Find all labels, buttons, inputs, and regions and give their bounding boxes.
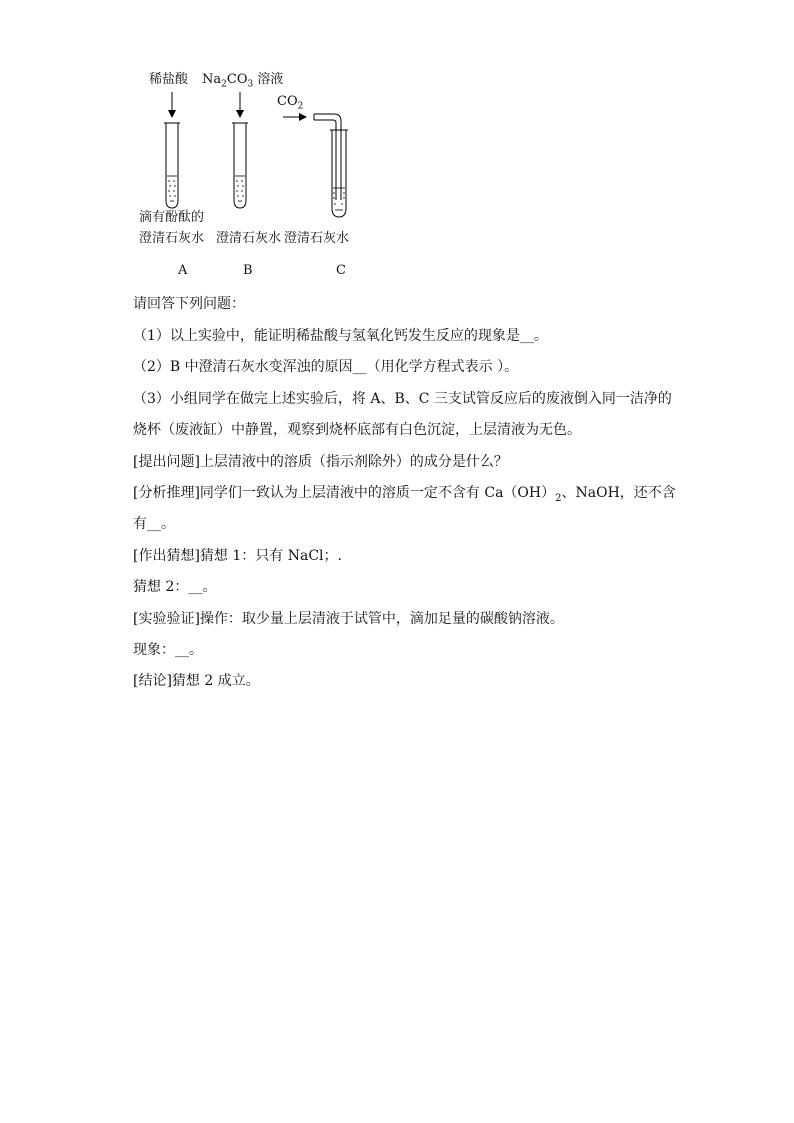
intro-text: 请回答下列问题：	[133, 296, 245, 312]
tube-c-letter: C	[336, 263, 346, 278]
tube-b	[234, 123, 246, 208]
phenomenon: 现象：__。	[133, 642, 203, 658]
experiment-verify: [实验验证]操作：取少量上层清液于试管中，滴加足量的碳酸钠溶液。	[133, 611, 564, 627]
question-2: （2）B 中澄清石灰水变浑浊的原因__（用化学方程式表示 ）。	[133, 359, 519, 375]
question-3-line1: （3）小组同学在做完上述实验后，将 A、B、C 三支试管反应后的废液倒入同一洁净的	[133, 391, 672, 407]
question-3-line2: 烧杯（废液缸）中静置，观察到烧杯底部有白色沉淀，上层清液为无色。	[133, 422, 581, 438]
question-1: （1）以上实验中，能证明稀盐酸与氢氧化钙发生反应的现象是__。	[133, 328, 548, 344]
gas-label: $CO_2$	[277, 94, 304, 112]
tube-b-letter: B	[243, 263, 253, 278]
delivery-tube	[314, 114, 341, 200]
analysis-line2: 有__。	[133, 516, 175, 532]
test-tubes-diagram	[130, 60, 390, 285]
raise-problem: [提出问题]上层清液中的溶质（指示剂除外）的成分是什么？	[133, 454, 508, 470]
analysis-line1: [分析推理]同学们一致认为上层清液中的溶质一定不含有 $Ca(OH)_2$、NaOH，还不含	[133, 485, 676, 504]
tube-b-caption: 澄清石灰水	[216, 231, 282, 246]
conclusion: [结论]猜想 2 成立。	[133, 673, 260, 689]
tube-a-caption-line2: 澄清石灰水	[139, 231, 205, 246]
tube-a-letter: A	[178, 263, 188, 278]
tube-c-caption: 澄清石灰水	[284, 231, 350, 246]
arrow-a-head	[168, 110, 176, 118]
arrow-b-head	[236, 110, 244, 118]
liquid-c	[333, 188, 345, 210]
liquid-b	[235, 176, 245, 201]
tube-a-caption-line1: 滴有酚酞的	[139, 210, 205, 225]
experiment-figure	[130, 60, 390, 285]
reagent-a-label: 稀盐酸	[149, 72, 189, 87]
reagent-b-label: $Na_2CO_3$ 溶液	[202, 72, 284, 90]
guess-2: 猜想 2：__。	[133, 579, 217, 595]
guess-1: [作出猜想]猜想 1：只有 NaCl；.	[133, 548, 342, 564]
